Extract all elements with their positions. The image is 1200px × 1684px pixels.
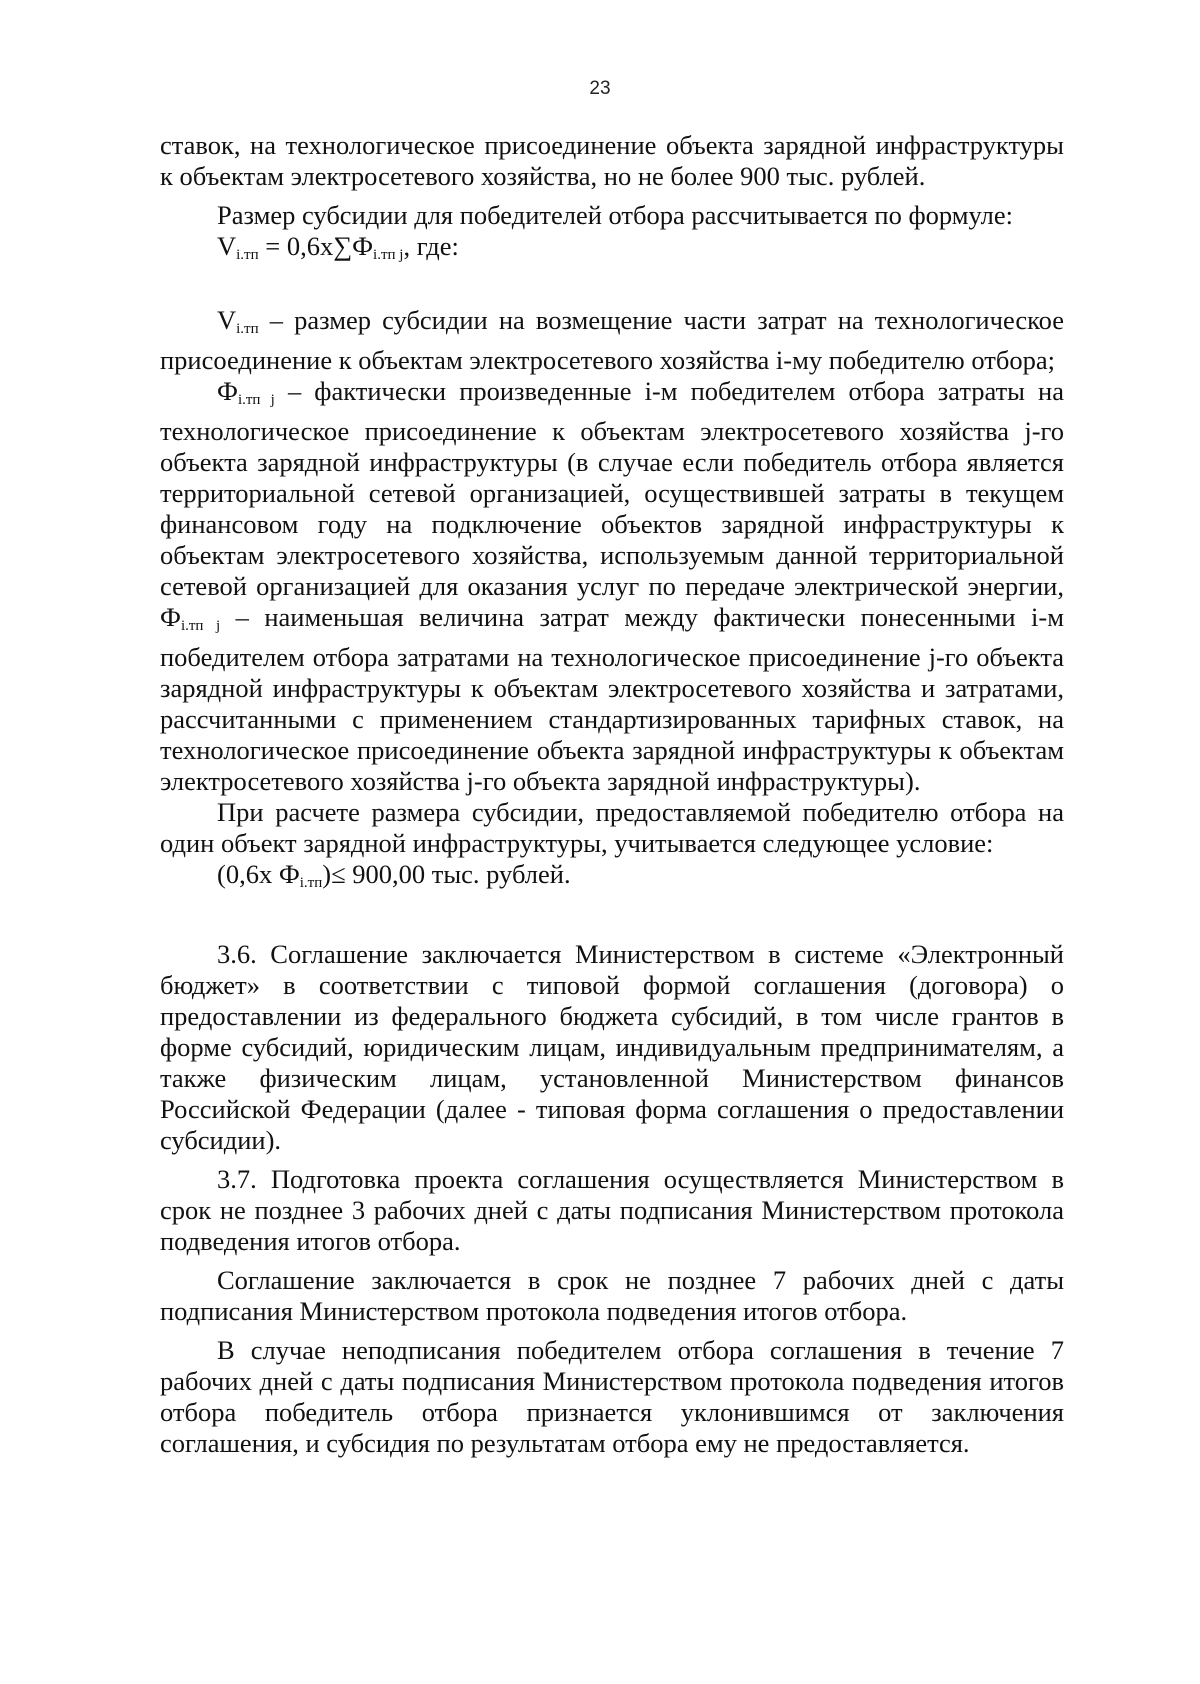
paragraph-formula-intro: Размер субсидии для победителей отбора рассчитывается по формуле: [217,200,1013,230]
formula-condition [160,859,1064,899]
paragraph-agreement-term: Соглашение заключается в срок не позднее 7 рабочих дней с даты подписания Министерством протокола подведения итогов отбора. [160,1265,1064,1326]
definition-f-subscript-2: i.тп j [180,618,221,634]
condition-pre: (0,6х Ф [217,859,300,889]
formula-v-symbol: V [217,231,237,261]
formula-v-subscript: i.тп [236,247,259,263]
condition-post: )≤ 900,00 тыс. рублей. [322,859,571,889]
formula-subsidy [160,231,1064,271]
definition-v-symbol: V [217,305,237,335]
formula-f-subscript: i.тп j [373,247,404,263]
condition-subscript: i.тп [299,875,323,891]
formula-body: = 0,6х∑Ф [258,231,374,261]
definition-f-subscript: i.тп j [237,392,275,408]
definition-f [160,376,1064,797]
definition-v-subscript: i.тп [236,321,259,337]
definition-f-symbol: Ф [217,376,238,406]
paragraph-condition-intro: При расчете размера субсидии, предоставляемой победителю отбора на один объект зарядной инфраструктуры, учитывается следующее условие: [160,797,1064,858]
paragraph-evasion: В случае неподписания победителем отбора соглашения в течение 7 рабочих дней с даты подписания Министерством протокола подведения итогов отбора победитель отбора признается уклонившимся от заключения соглашения, и субсидия по результатам отбора ему не предоставляется. [160,1335,1064,1458]
page-body [160,130,1064,1459]
paragraph-continuation: ставок, на технологическое присоединение объекта зарядной инфраструктуры к объектам электросетевого хозяйства, но не более 900 тыс. рублей. [160,130,1064,191]
definition-f-text-2: – наименьшая величина затрат между фактически понесенными i-м победителем отбора затратами на технологическое присоединение j-го объекта зарядной инфраструктуры к объектам электросетевого хозяйства и затратами, рассчитанными с применением стандартизированных тарифных ставок, на технологическое присоединение объекта зарядной инфраструктуры к объектам электросетевого хозяйства j-го объекта зарядной инфраструктуры). [160,602,1064,796]
definition-v [160,305,1064,376]
definition-f-text-1: – фактически произведенные i-м победителем отбора затраты на технологическое присоединение к объектам электросетевого хозяйства j-го объекта зарядной инфраструктуры (в случае если победитель отбора является территориальной сетевой организацией, осуществившей затраты в текущем финансовом году на подключение объектов зарядной инфраструктуры к объектам электросетевого хозяйства, используемым данной территориальной сетевой организацией для оказания услуг по передаче электрической энергии, Ф [160,376,1065,632]
paragraph-3-7: 3.7. Подготовка проекта соглашения осуществляется Министерством в срок не позднее 3 рабочих дней с даты подписания Министерством протокола подведения итогов отбора. [160,1164,1064,1256]
definition-v-text: – размер субсидии на возмещение части затрат на технологическое присоединение к объектам электросетевого хозяйства i-му победителю отбора; [160,305,1064,375]
page-number: 23 [589,78,611,99]
paragraph-3-6: 3.6. Соглашение заключается Министерством в системе «Электронный бюджет» в соответствии с типовой формой соглашения (договора) о предоставлении из федерального бюджета субсидий, в том числе грантов в форме субсидий, юридическим лицам, индивидуальным предпринимателям, а также физическим лицам, установленной Министерством финансов Российской Федерации (далее - типовая форма соглашения о предоставлении субсидии). [160,939,1064,1155]
formula-tail: , где: [403,231,459,261]
